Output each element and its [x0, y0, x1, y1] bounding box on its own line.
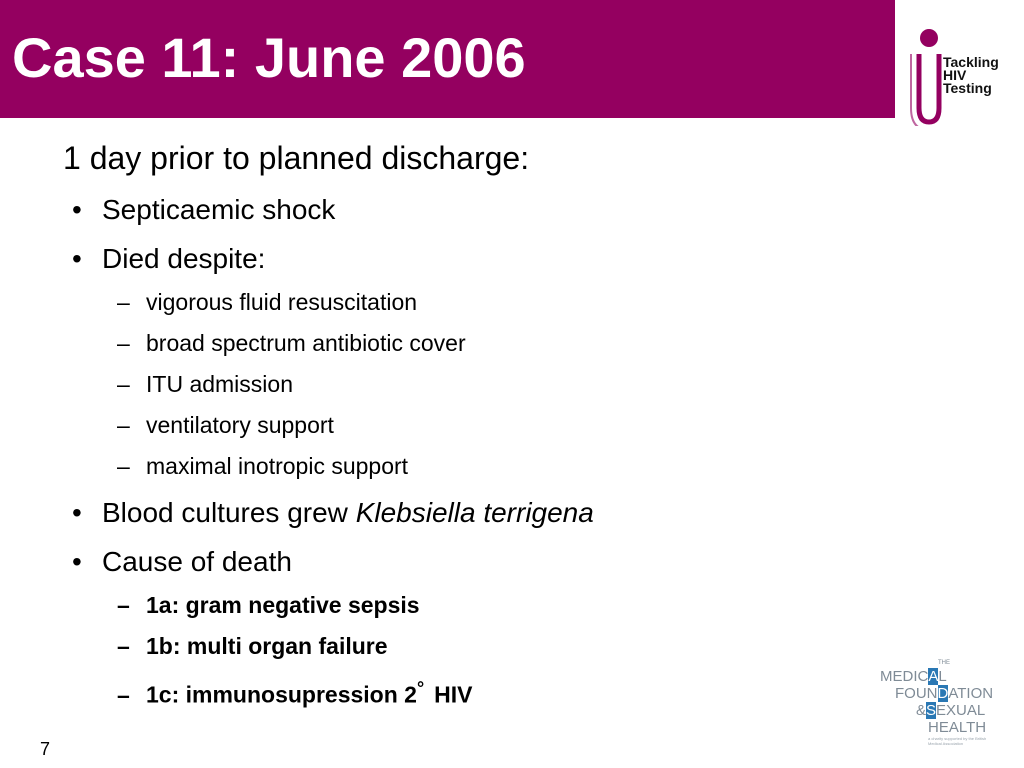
degree-symbol: °	[416, 678, 425, 698]
sub-bullet-item	[117, 632, 388, 660]
bullet-item	[72, 193, 335, 227]
sub-bullet-item	[117, 288, 417, 316]
bullet-text: Cause of death	[102, 546, 292, 577]
bullet-item	[72, 496, 594, 530]
logo-tagline: a charity supported by the British Medical Association	[928, 736, 987, 746]
bullet-marker: •	[72, 194, 82, 225]
sub-bullet-item	[117, 370, 293, 398]
sub-bullet-text: 1b: multi organ failure	[146, 633, 388, 659]
logo-text: EXUAL	[936, 702, 986, 719]
sub-bullet-item	[117, 452, 408, 480]
logo-letter: A	[928, 668, 939, 685]
logo-word-testing: Testing	[943, 80, 992, 96]
dash-marker: –	[117, 453, 130, 479]
sub-bullet-item	[117, 674, 473, 709]
slide-title: Case 11: June 2006	[12, 26, 526, 89]
dash-marker: –	[117, 289, 130, 315]
sub-bullet-text: maximal inotropic support	[146, 453, 409, 479]
page-number: 7	[40, 739, 51, 759]
bullet-marker: •	[72, 497, 82, 528]
logo-word-tackling: Tackling	[943, 54, 999, 70]
bullet-item	[72, 545, 292, 579]
bullet-text: Blood cultures grew	[102, 497, 356, 528]
logo-letter: S	[926, 702, 937, 719]
sub-bullet-text: ITU admission	[146, 371, 293, 397]
logo-text: FOUN	[895, 685, 938, 702]
sub-bullet-item	[117, 591, 420, 619]
bullet-item	[72, 242, 265, 276]
logo-the: THE	[938, 660, 950, 666]
dash-marker: –	[117, 633, 130, 659]
bullet-marker: •	[72, 243, 82, 274]
lead-text: 1 day prior to planned discharge:	[63, 140, 530, 176]
logo-text: HEALTH	[928, 719, 987, 736]
logo-text: &	[916, 702, 927, 719]
sub-bullet-item	[117, 329, 466, 357]
logo-letter: D	[937, 685, 949, 702]
dash-marker: –	[117, 330, 130, 356]
bullet-text: Septicaemic shock	[102, 194, 336, 225]
sub-bullet-item	[117, 411, 334, 439]
sub-bullet-tail: HIV	[434, 681, 473, 708]
dash-marker: –	[117, 592, 130, 618]
sub-bullet-text: ventilatory support	[146, 412, 334, 438]
bullet-text: Died despite:	[102, 243, 266, 274]
medical-foundation-logo	[880, 660, 1015, 750]
sub-bullet-text: 1c: immunosupression 2	[146, 681, 417, 708]
logo-text: L	[938, 668, 947, 685]
bullet-marker: •	[72, 546, 82, 577]
sub-bullet-text: vigorous fluid resuscitation	[146, 289, 418, 315]
logo-text: MEDIC	[880, 668, 929, 685]
logo-word-hiv: HIV	[943, 67, 967, 83]
sub-bullet-text: 1a: gram negative sepsis	[146, 592, 420, 618]
logo-text: ATION	[948, 685, 994, 702]
dash-marker: –	[117, 371, 130, 397]
organism-name: Klebsiella terrigena	[355, 497, 594, 528]
sub-bullet-text: broad spectrum antibiotic cover	[146, 330, 466, 356]
dash-marker: –	[117, 412, 130, 438]
dash-marker: –	[117, 681, 130, 708]
